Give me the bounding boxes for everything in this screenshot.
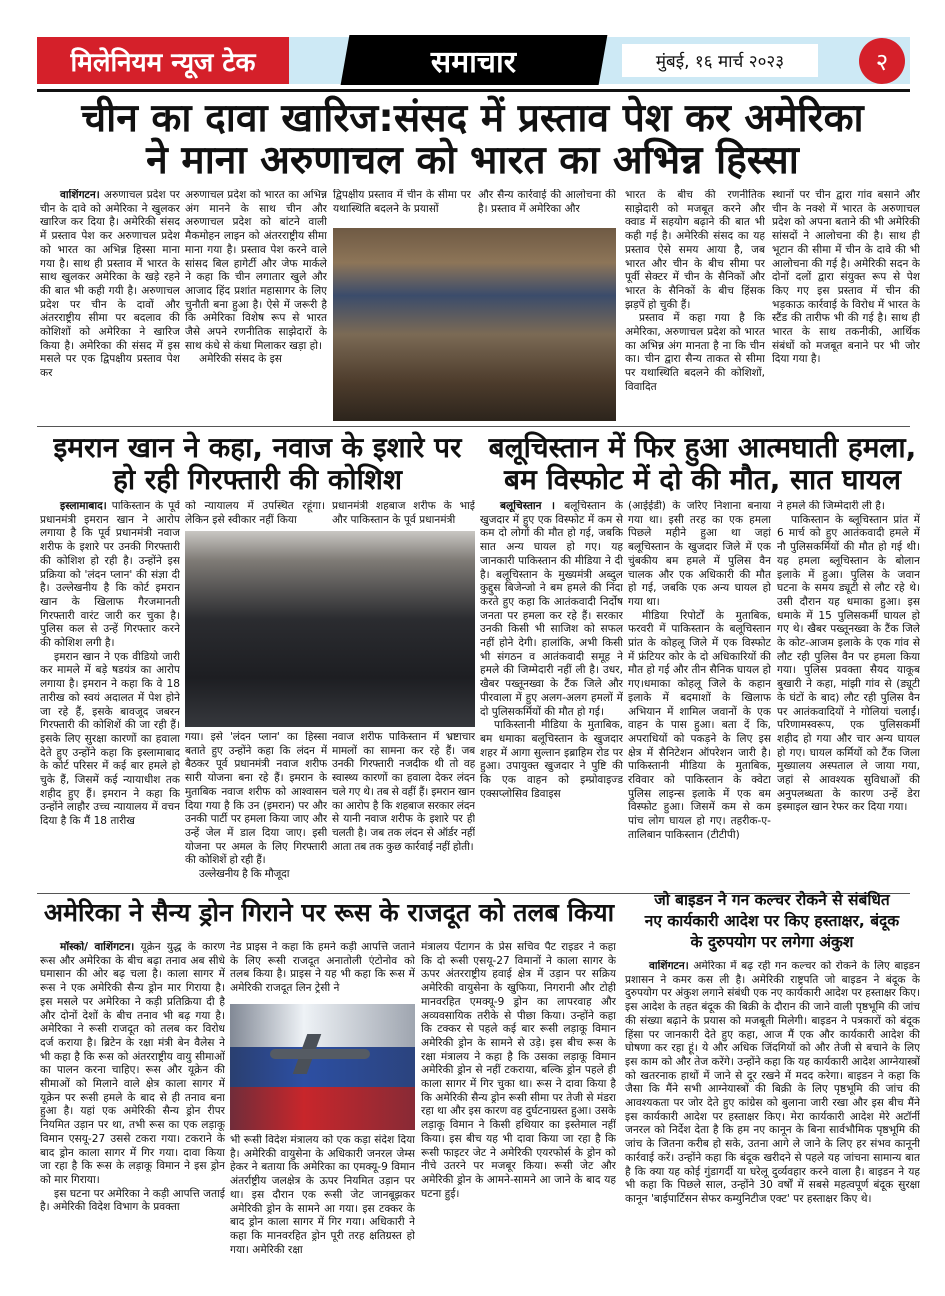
baloch-headline-line1: बलूचिस्तान में फिर हुआ आत्मघाती हमला, — [488, 431, 917, 464]
section-divider — [37, 426, 910, 427]
drone-body — [270, 1049, 370, 1059]
baloch-text: मीडिया रिपोर्टों के मुताबिक, फरवरी में पाकिस्तान के बलूचिस्तान प्रांत के कोहलू जिले में एक विस्फोट में फ्रंटियर कोर के दो अधिकारियों की मौत हो गई और तीन सैनिक घायल हो गए।धमाका कोहलू जिले के कहान इलाके में बदमाशों के खिलाफ अभियान में शामिल जवानों के एक वाहन के पास हुआ। बता दें कि, अपराधियों को पकड़ने के लिए इस क्षेत्र में सैनिटेशन ऑपरेशन जारी है। पाकिस्तानी मीडिया के मुताबिक, रविवार को पाकिस्तान के क्वेटा पुलिस लाइन्स इलाके में एक बम विस्फोट हुआ। जिसमें कम से कम पांच लोग घायल हो गए। तहरीक-ए-तालिबान पाकिस्तान (टीटीपी) — [628, 609, 771, 841]
section-label-text: समाचार — [431, 44, 517, 80]
biden-dateline: वाशिंगटन। — [649, 960, 689, 972]
imran-khan-group-photo — [185, 531, 475, 727]
newspaper-logo: मिलेनियम न्यूज टेक — [37, 37, 289, 84]
edition-date: मुंबई, १६ मार्च २०२३ — [622, 44, 818, 77]
masthead-divider — [37, 89, 910, 92]
biden-text: अमेरिका में बढ़ रही गन कल्चर को रोकने के लिए बाइडन प्रशासन ने कमर कस ली है। अमेरिकी राष्ट्रपति जो बाइडन ने बंदूक के दुरुपयोग पर अंकुश लगाने संबंधी एक नए कार्यकारी आदेश पर हस्ताक्षर किए। इस आदेश के तहत बंदूक की बिक्री के दौरान की जाने वाली पृष्ठभूमि की जांच की संख्या बढ़ाने के प्रयास को मजबूती मिलेगी। बाइडन ने पत्रकारों को बंदूक हिंसा पर जानकारी देते हुए कहा, आज मैं एक और कार्यकारी आदेश की घोषणा कर रहा हूं। ये और अधिक जिंदगियों को और तेजी से बचाने के लिए इस काम को और तेज करेंगे। उन्होंने कहा कि यह कार्यकारी आदेश आग्नेयास्त्रों को खतरनाक हाथों में जाने से दूर रखने में मदद करेगा। बाइडन ने कहा कि जैसा कि मैंने सभी आग्नेयास्त्रों की बिक्री के लिए पृष्ठभूमि की जांच की आवश्यकता पर जोर देते हुए कांग्रेस को बुलाना जारी रखा और इस बीच मैंने इस कार्यकारी आदेश पर हस्ताक्षर किए। मेरा कार्यकारी आदेश मेरे अटॉर्नी जनरल को निर्देश देता है कि हम नए कानून के बिना सार्वभौमिक पृष्ठभूमि की जांच के जितना करीब हो सके, उतना आगे ले जाने के लिए हर संभव कानूनी कार्रवाई करें। उन्होंने कहा कि बंदूक खरीदने से पहले यह जांचना सामान्य बात है कि क्या यह कोई गुंडागर्दी या घरेलू दुर्व्यवहार करने वाला है। बाइडन ने यह भी कहा कि पिछले साल, उन्होंने 30 वर्षों में सबसे महत्वपूर्ण बंदूक सुरक्षा कानून 'बाईपार्टिसन सेफर कम्युनिटीज एक्ट' पर हस्ताक्षर किए थे। — [625, 960, 920, 1205]
page-number: २ — [859, 38, 905, 84]
baloch-dateline: बलूचिस्तान । — [500, 500, 555, 512]
baloch-text: (आईईडी) के जरिए निशाना बनाया गया था। इसी तरह का एक हमला पिछले महीने हुआ था जहां बलूचिस्तान के खुजदार जिले में एक चुंबकीय बम हमले में पुलिस वैन चालक और एक अधिकारी की मौत हो गई, जबकि एक अन्य घायल हो गया था। — [628, 500, 771, 608]
senate-chamber-photo — [333, 228, 616, 421]
baloch-text: बलूचिस्तान के खुजदार में हुए एक विस्फोट में कम से कम दो लोगों की मौत हो गई, जबकि सात अन्य घायल हो गए। यह जानकारी पाकिस्तान की मीडिया ने दी है। बलूचिस्तान के मुख्यमंत्री अब्दुल कुद्दुस बिजेन्जो ने बम हमले की निंदा करते हुए कहा कि आतंकवादी निर्दोष जनता पर हमला कर रहे हैं। सरकार उनकी किसी भी साजिश को सफल नहीं होने देगी। हालांकि, अभी किसी भी संगठन व आतंकवादी समूह ने हमले की जिम्मेदारी नहीं ली है। उधर, खैबर पख्तूनख्वा के टैंक जिले और पीरवाला में हुए अलग-अलग हमलों में दो पुलिसकर्मियों की मौत हो गई। — [480, 500, 623, 718]
imran-dateline: इस्लामाबाद। — [60, 500, 107, 512]
lead-column-4-top: और सैन्य कार्रवाई की आलोचना की है। प्रस्ताव में अमेरिका और — [478, 189, 616, 215]
lead-column-6: स्थानों पर चीन द्वारा गांव बसाने और चीन के नक्शे में भारत के अरुणाचल प्रदेश को अपना बताने की भी अमेरिकी सांसदों ने आलोचना की है। साथ ही भूटान की सीमा में चीन के दावे की भी आलोचना की गई है। अमेरिकी सदन के दोनों दलों द्वारा संयुक्त रूप से पेश किए गए इस प्रस्ताव में चीन की भड़काऊ कार्रवाई के विरोध में भारत के स्टैंड की तारीफ भी की गई है। साथ ही भारत के साथ तकनीकी, आर्थिक संबंधों को मजबूत बनाने पर भी जोर दिया गया है। — [772, 189, 920, 366]
lead-text: अरुणाचल प्रदेश को भारत का अभिन्न अंग मानने के साथ चीन और अरुणाचल प्रदेश को बांटने वाली मैकमोहन लाइन को अंतरराष्ट्रीय सीमा माना गया है। प्रस्ताव पेश करने वाले सांसद बिल हागेर्टी और जेफ मार्कले ने कहा कि चीन लगातार खुले और आजाद हिंद प्रशांत महासागर के लिए चुनौती बना हुआ है। ऐसे में जरूरी है कि अमेरिका विशेष रूप से भारत जैसे अपने रणनीतिक साझेदारों के साथ कंधे से कंधा मिलाकर खड़ा हो। — [185, 189, 327, 352]
imran-headline — [40, 432, 475, 496]
biden-headline-line1: जो बाइडन ने गन कल्चर रोकने से संबंधित — [654, 891, 890, 909]
imran-headline-line1: इमरान खान ने कहा, नवाज के इशारे पर — [53, 431, 462, 464]
biden-headline — [622, 890, 922, 953]
lead-text: भारत के बीच की रणनीतिक साझेदारी को मजबूत करने और क्वाड में सहयोग बढ़ाने की बात भी कही गई है। अमेरिकी संसद का यह प्रस्ताव ऐसे समय आया है, जब भारत और चीन के बीच सीमा पर पूर्वी सेक्टर में चीन के सैनिकों और भारत के सैनिकों के बीच हिंसक झड़पें हो चुकी हैं। — [625, 189, 765, 311]
russia-text: इस घटना पर अमेरिका ने कड़ी आपत्ति जताई है। अमेरिकी विदेश विभाग के प्रवक्ता — [40, 1187, 225, 1214]
baloch-text: पाकिस्तानी मीडिया के मुताबिक, बम धमाका बलूचिस्तान के खुजदार शहर में आगा सुल्तान इब्राहिम रोड पर हुआ। उपायुक्त खुजदार ने पुष्टि की कि एक वाहन को इम्प्रोवाइज्ड एक्सप्लोसिव डिवाइस — [480, 719, 623, 800]
lead-column-2 — [185, 189, 327, 421]
russia-column-2: भी रूसी विदेश मंत्रालय को एक कड़ा संदेश दिया है। अमेरिकी वायुसेना के अधिकारी जनरल जेम्स हेकर ने बताया कि अमेरिका का एमक्यू-9 विमान अंतर्राष्ट्रीय जलक्षेत्र के ऊपर नियमित उड़ान पर था। इस दौरान एक रूसी जेट जानबूझकर अमेरिकी ड्रोन के सामने आ गया। इस टक्कर के बाद ड्रोन काला सागर में गिर गया। अधिकारी ने कहा कि मानवरहित ड्रोन पूरी तरह क्षतिग्रस्त हो गया। अमेरिकी रक्षा — [230, 1134, 415, 1256]
baloch-text: पाकिस्तान के ब्लूचिस्तान प्रांत में 6 मार्च को हुए आतंकवादी हमले में नौ पुलिसकर्मियों की मौत हो गई थी। यह हमला ब्लूचिस्तान के बोलान इलाके में हुआ। पुलिस के जवान घटना के समय ड्यूटी से लौट रहे थे। उसी दौरान यह धमाका हुआ। इस धमाके में 15 पुलिसकर्मी घायल हो गए थे। खैबर पख्तूनख्वा के टैंक जिले के कोट-आजम इलाके के एक गांव से लौट रही पुलिस वैन पर हमला किया गया। पुलिस प्रवक्ता सैयद याकूब बुखारी ने कहा, मांझी गांव से (ड्यूटी के घंटों के बाद) लौट रही पुलिस वैन पर आतंकवादियों ने गोलियां चलाईं। परिणामस्वरूप, एक पुलिसकर्मी शहीद हो गया और चार अन्य घायल हो गए। घायल कर्मियों को टैंक जिला मुख्यालय अस्पताल ले जाया गया, जहां से आवश्यक सुविधाओं की अनुपलब्धता के कारण उन्हें डेरा इस्माइल खान रेफर कर दिया गया। — [777, 513, 920, 814]
lead-text: प्रस्ताव में कहा गया है कि अमेरिका, अरुणाचल प्रदेश को भारत का अभिन्न अंग मानता है ना कि चीन का। चीन द्वारा सैन्य ताकत से सीमा पर यथास्थिति बदलने की कोशिशों, विवादित — [625, 312, 765, 393]
biden-headline-line3: के दुरुपयोग पर लगेगा अंकुश — [690, 933, 854, 951]
photo-overlay — [230, 1004, 415, 1130]
imran-text: उल्लेखनीय है कि मौजूदा — [199, 868, 290, 881]
section-label — [341, 35, 608, 85]
lead-column-5 — [625, 189, 765, 421]
imran-column-3: नवाज शरीफ पाकिस्तान में भ्रष्टाचार मामलों का सामना कर रहे हैं। जब उनकी गिरफ्तारी नजदीक थी तो वह स्वास्थ्य कारणों का हवाला देकर लंदन चले गए थे। तब से वहीं हैं। इमरान खान का आरोप है कि शहबाज सरकार लंदन से यानी नवाज शरीफ के इशारे पर ही चलती है। जब तक लंदन से ऑर्डर नहीं आता तब तक कुछ कार्रवाई नहीं होती। — [332, 731, 475, 853]
imran-column-2 — [185, 731, 327, 891]
lead-headline-line2: ने माना अरुणाचल को भारत का अभिन्न हिस्सा — [146, 138, 799, 183]
imran-column-3-top: प्रधानमंत्री शहबाज शरीफ के भाई और पाकिस्तान के पूर्व प्रधानमंत्री — [332, 500, 475, 526]
baloch-text: ने हमले की जिम्मेदारी ली है। — [777, 500, 885, 512]
lead-text: अमेरिकी संसद के इस — [199, 353, 282, 366]
baloch-headline-line2: बम विस्फोट में दो की मौत, सात घायल — [503, 463, 901, 496]
lead-text: अरुणाचल प्रदेश पर चीन के दावे को अमेरिका ने खुलकर खारिज कर दिया है। अमेरिकी संसद में प्रस्ताव पेश कर अरुणाचल प्रदेश को भारत का अभिन्न हिस्सा माना गया है। साथ ही प्रस्ताव में भारत के साथ खुलकर अमेरिका के खड़े रहने की बात भी कही गयी है। अरुणाचल प्रदेश पर चीन के दावों और अंतरराष्ट्रीय सीमा पर बदलाव की कोशिशों को अमेरिका ने खारिज किया है। अमेरिका की संसद में इस मसले पर एक द्विपक्षीय प्रस्ताव पेश कर — [40, 189, 180, 380]
baloch-column-3 — [777, 500, 920, 886]
imran-text: गया। इसे 'लंदन प्लान' का हिस्सा बताते हुए उन्होंने कहा कि लंदन में बैठकर पूर्व प्रधानमंत्री नवाज शरीफ सारी योजना बना रहे हैं। इमरान के मुताबिक नवाज शरीफ को आश्वासन दिया गया है कि उन (इमरान) पर और उनकी पार्टी पर हमला किया जाए और उन्हें जेल में डाल दिया जाए। इसी योजना पर अमल के लिए गिरफ्तारी की कोशिशें हो रही हैं। — [185, 731, 327, 867]
russia-text: यूक्रेन युद्ध के कारण रूस और अमेरिका के बीच बढ़ा तनाव अब सीधे घमासान की ओर बढ़ चला है। काला सागर में रूस ने एक अमेरिकी सैन्य ड्रोन मार गिराया है। इस मसले पर अमेरिका ने कड़ी प्रतिक्रिया दी है और दोनों देशों के बीच तनाव भी बढ़ गया है। अमेरिका ने रूसी राजदूत को तलब कर विरोध दर्ज कराया है। ब्रिटेन के रक्षा मंत्री बेन वैलेस ने भी कहा है कि रूस को अंतरराष्ट्रीय वायु सीमाओं का पालन करना चाहिए। रूस और यूक्रेन की सीमाओं को मिलाने वाले क्षेत्र काला सागर में यूक्रेन पर रूसी हमले के बाद से ही तनाव बना हुआ है। यहां एक अमेरिकी सैन्य ड्रोन रीपर नियमित उड़ान पर था, तभी रूस का एक लड़ाकू विमान एसयू-27 उससे टकरा गया। टकराने के बाद ड्रोन काला सागर में गिर गया। दावा किया जा रहा है कि रूस के लड़ाकू विमान ने इस ड्रोन को मार गिराया। — [40, 941, 225, 1186]
lead-column-3-top: द्विपक्षीय प्रस्ताव में चीन के सीमा पर यथास्थिति बदलने के प्रयासों — [333, 189, 471, 215]
baloch-column-1 — [480, 500, 623, 886]
baloch-column-2 — [628, 500, 771, 886]
imran-text: इमरान खान ने एक वीडियो जारी कर मामले में बड़े षडयंत्र का आरोप लगाया है। इमरान ने कहा कि वे 18 तारीख को स्वयं अदालत में पेश होने जा रहे हैं, इसके बावजूद जबरन गिरफ्तारी की कोशिशें की जा रही हैं। इसके लिए सुरक्षा कारणों का हवाला देते हुए उन्होंने कहा कि इस्लामाबाद के कोर्ट परिसर में कई बार हमले हो चुके हैं, जिसमें कई न्यायाधीश तक शहीद हुए हैं। इमरान ने कहा कि उन्होंने लाहौर उच्च न्यायालय में वचन दिया है कि मैं 18 तारीख — [40, 650, 180, 828]
imran-column-2-top: को न्यायालय में उपस्थित रहूंगा। लेकिन इसे स्वीकार नहीं किया — [185, 500, 325, 526]
lead-dateline: वाशिंगटन। — [60, 189, 100, 201]
lead-column-1 — [40, 189, 180, 421]
lead-headline — [30, 98, 915, 182]
russia-dateline: मॉस्को/ वाशिंगटन। — [60, 941, 135, 953]
biden-headline-line2: नए कार्यकारी आदेश पर किए हस्ताक्षर, बंदूक — [644, 912, 900, 930]
russia-column-3: मंत्रालय पेंटागन के प्रेस सचिव पैट राइडर ने कहा कि दो रूसी एसयू-27 विमानों ने काला सागर के ऊपर अंतरराष्ट्रीय हवाई क्षेत्र में उड़ान पर सक्रिय अमेरिकी वायुसेना के खुफिया, निगरानी और टोही मानवरहित एमक्यू-9 ड्रोन का लापरवाह और अव्यवसायिक तरीके से पीछा किया। उन्होंने कहा कि टक्कर से पहले कई बार रूसी लड़ाकू विमान अमेरिकी ड्रोन के सामने से उड़े। इस बीच रूस के रक्षा मंत्रालय ने कहा है कि उसका लड़ाकू विमान अमेरिकी ड्रोन से नहीं टकराया, बल्कि ड्रोन पहले ही काला सागर में गिर चुका था। रूस ने दावा किया है कि अमेरिकी सैन्य ड्रोन रूसी सीमा पर तेजी से मंडरा रहा था और इस कारण वह दुर्घटनाग्रस्त हुआ। उसके लड़ाकू विमान ने किसी हथियार का इस्तेमाल नहीं किया। इस बीच यह भी दावा किया जा रहा है कि रूसी फाइटर जेट ने अमेरिकी एयरफोर्स के ड्रोन को नीचे उतरने पर मजबूर किया। रूसी जेट और अमेरिकी ड्रोन के आमने-सामने आ जाने के बाद यह घटना हुई। — [421, 941, 616, 1200]
baloch-headline — [480, 432, 925, 496]
imran-headline-line2: हो रही गिरफ्तारी की कोशिश — [112, 463, 402, 496]
imran-text: पाकिस्तान के पूर्व प्रधानमंत्री इमरान खान ने आरोप लगाया है कि पूर्व प्रधानमंत्री नवाज शरीफ के इशारे पर उनकी गिरफ्तारी की कोशिश हो रही है। उन्होंने इस प्रक्रिया को 'लंदन प्लान' की संज्ञा दी है। उल्लेखनीय है कि कोर्ट इमरान खान के खिलाफ गैरजमानती गिरफ्तारी वारंट जारी कर चुका है। पुलिस कल से उन्हें गिरफ्तार करने की कोशिश लगी है। — [40, 500, 180, 650]
russia-column-1 — [40, 941, 225, 1257]
drone-russia-flag-photo — [230, 1004, 415, 1130]
russia-headline: अमेरिका ने सैन्य ड्रोन गिराने पर रूस के राजदूत को तलब किया — [43, 898, 615, 927]
russia-column-2-top: नेड प्राइस ने कहा कि हमने कड़ी आपत्ति जताने के लिए रूसी राजदूत अनातोली एंटोनोव को तलब किया है। प्राइस ने यह भी कहा कि रूस में अमेरिकी राजदूत लिन ट्रेसी ने — [230, 941, 415, 995]
biden-column — [625, 960, 920, 1257]
imran-column-1 — [40, 500, 180, 886]
lead-headline-line1: चीन का दावा खारिज:संसद में प्रस्ताव पेश कर अमेरिका — [81, 96, 864, 141]
